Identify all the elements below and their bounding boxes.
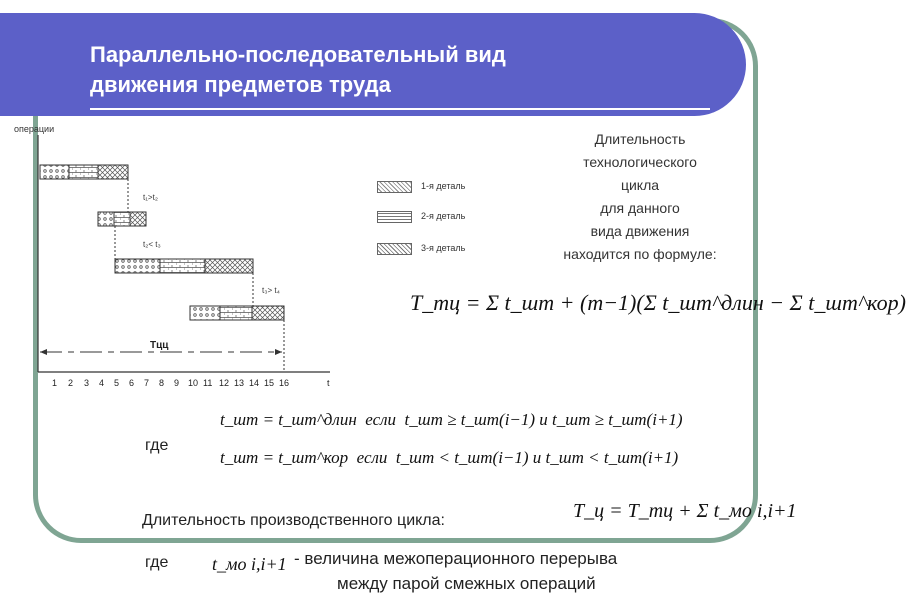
condition-short <box>220 448 678 468</box>
interop-symbol: t_мо i,i+1 <box>212 554 287 574</box>
formula-description <box>540 128 740 266</box>
title-line-1: Параллельно-последовательный вид <box>90 42 506 67</box>
cycle-label: Тцц <box>150 340 169 351</box>
tick-12: 12 <box>219 378 230 388</box>
main-formula: T_тц = Σ t_шт + (m−1)(Σ t_шт^длин − Σ t_шт^кор) <box>410 290 906 315</box>
tick-11: 11 <box>203 378 213 388</box>
annotation-2: t₂< t₃ <box>143 240 161 249</box>
bar-op3-part1 <box>115 259 160 273</box>
bar-op2-part2 <box>114 212 130 226</box>
production-cycle-formula: T_ц = T_тц + Σ t_мо i,i+1 <box>573 500 797 522</box>
tick-4: 4 <box>99 378 105 388</box>
condition-long <box>220 410 683 430</box>
description-line: вида движения <box>590 223 690 239</box>
annotation-1: t₁>t₂ <box>143 193 158 202</box>
cond2-rest: t_шт < t_шт(i−1) и t_шт < t_шт(i+1) <box>395 448 679 467</box>
bar-op1-part3 <box>98 165 128 179</box>
description-line: Длительность <box>594 131 686 147</box>
x-ticks <box>52 378 289 388</box>
tick-13: 13 <box>234 378 245 388</box>
tick-15: 15 <box>264 378 275 388</box>
bar-op2-part1 <box>98 212 114 226</box>
cond2-if: если <box>356 448 388 467</box>
bar-op2-part3 <box>130 212 146 226</box>
legend-swatch-crosshatch <box>377 243 412 255</box>
bar-op3-part3 <box>205 259 253 273</box>
description-line: находится по формуле: <box>563 246 717 262</box>
tick-16: 16 <box>279 378 290 388</box>
bar-op1-part1 <box>40 165 69 179</box>
title-line-2: движения предметов труда <box>90 72 391 97</box>
bar-op4-part3 <box>252 306 284 320</box>
where-label-2: где <box>145 554 169 571</box>
tick-6: 6 <box>129 378 135 388</box>
interop-desc-2: между парой смежных операций <box>337 574 596 593</box>
y-axis-label: операции <box>14 124 55 134</box>
tick-9: 9 <box>174 378 180 388</box>
tick-14: 14 <box>249 378 260 388</box>
cond1-left: t_шт = t_шт^длин <box>220 410 357 429</box>
bar-op4-part2 <box>220 306 252 320</box>
description-line: для данного <box>600 200 680 216</box>
description-line: технологического <box>583 154 697 170</box>
tick-5: 5 <box>114 378 120 388</box>
interop-desc-1: - величина межоперационного перерыва <box>294 549 618 568</box>
production-cycle-label: Длительность производственного цикла: <box>142 512 445 529</box>
tick-1: 1 <box>52 378 58 388</box>
legend-swatch-dots <box>377 181 412 193</box>
annotation-3: t₃> t₄ <box>262 286 280 295</box>
cond2-left: t_шт = t_шт^кор <box>220 448 349 467</box>
cond1-rest: t_шт ≥ t_шт(i−1) и t_шт ≥ t_шт(i+1) <box>404 410 683 429</box>
tick-3: 3 <box>84 378 90 388</box>
legend-label: 3-я деталь <box>421 243 466 253</box>
legend-label: 2-я деталь <box>421 211 466 221</box>
x-axis-label: t <box>327 378 330 388</box>
cond1-if: если <box>365 410 397 429</box>
tick-2: 2 <box>68 378 74 388</box>
legend-swatch-bricks <box>377 211 412 223</box>
description-line: цикла <box>620 177 660 193</box>
tick-10: 10 <box>188 378 199 388</box>
bar-op3-part2 <box>160 259 205 273</box>
bar-op4-part1 <box>190 306 220 320</box>
where-label-1: где <box>145 437 169 454</box>
tick-7: 7 <box>144 378 150 388</box>
tick-8: 8 <box>159 378 165 388</box>
legend-label: 1-я деталь <box>421 181 466 191</box>
bar-op1-part2 <box>69 165 98 179</box>
